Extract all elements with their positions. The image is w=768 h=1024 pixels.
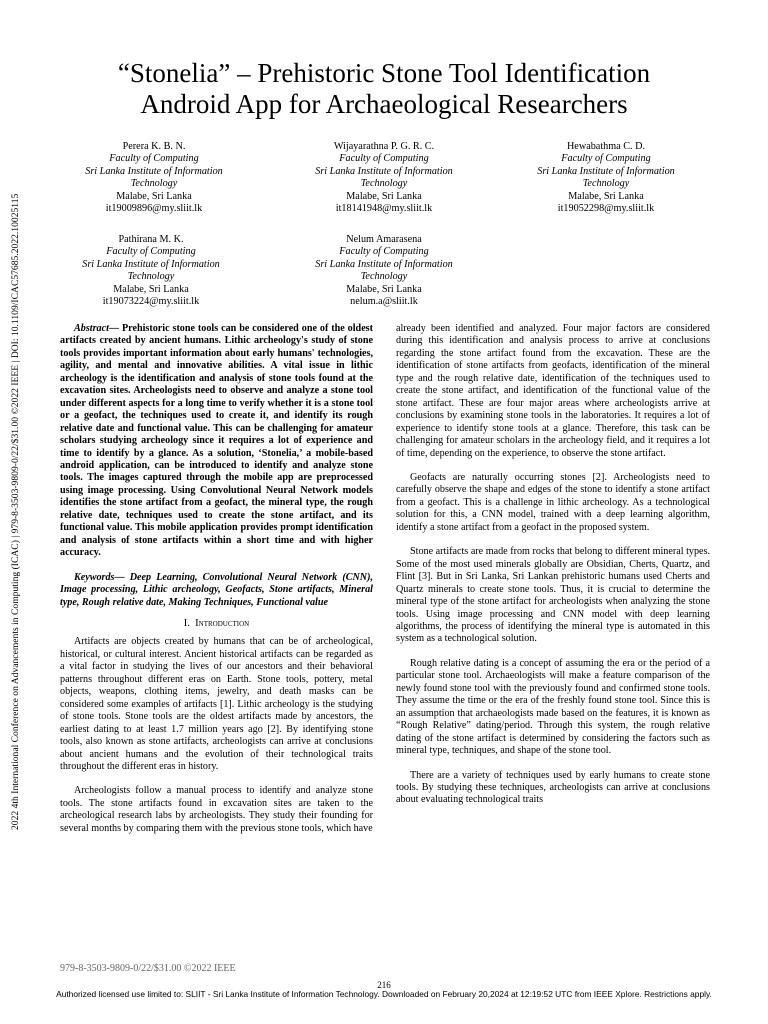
author-institute-cont: Technology bbox=[130, 178, 178, 190]
author-block-4 bbox=[51, 234, 251, 308]
keywords-text: Deep Learning, Convolutional Neural Network (CNN), Image processing, Lithic archeology, Geofacts, Stone artifacts, Mineral type, Rough relative date, Making Techniques, Functional value bbox=[60, 571, 373, 608]
right-paragraph-4: Rough relative dating is a concept of assuming the era or the period of a particular stone tool. Archaeologists will make a feature comparison of the newly found stone tool with the previously found and confirmed stone tools. They assume the time or the era of the freshly found stone tool. Since this is an assumption that archaeologists made based on the features, it is known as “Rough Relative” dating/period. Through this system, the rough relative dating of the stone artifact is determined by considering the factors such as mineral type, techniques, and shape of the stone tool. bbox=[396, 657, 710, 757]
author-faculty: Faculty of Computing bbox=[109, 153, 199, 165]
abstract bbox=[60, 323, 373, 560]
license-notice: Authorized licensed use limited to: SLIIT - Sri Lanka Institute of Information Technology. Downloaded on February 20,2024 at 12:19:52 UTC from IEEE Xplore. Restrictions apply. bbox=[56, 989, 712, 999]
author-faculty: Faculty of Computing bbox=[106, 246, 196, 258]
keywords bbox=[60, 572, 373, 609]
author-location: Malabe, Sri Lanka bbox=[568, 190, 644, 202]
right-paragraph-5: There are a variety of techniques used by early humans to create stone tools. By studying these techniques, archeologists can arrive at conclusions about evaluating technological traits bbox=[396, 769, 710, 806]
author-faculty: Faculty of Computing bbox=[561, 153, 651, 165]
intro-paragraph-2: Archeologists follow a manual process to identify and analyze stone tools. The stone artifacts found in excavation sites are taken to the archeological research labs by archeologists. They study their founding for several months by comparing them with the previous stone tools, which have bbox=[60, 785, 373, 834]
section-heading bbox=[60, 618, 373, 630]
right-paragraph-2: Geofacts are naturally occurring stones [2]. Archeologists need to carefully observe the shape and edges of the stone to identify a stone artifact from a geofact. This is a challenge in lithic archeology. As a technological solution for this, a CNN model, trained with a deep learning algorithm, identify a stone artifact from a geofact in the proposed system. bbox=[396, 471, 710, 533]
copyright-footer: 979-8-3503-9809-0/22/$31.00 ©2022 IEEE bbox=[60, 963, 236, 974]
author-block-1 bbox=[54, 141, 254, 215]
author-faculty: Faculty of Computing bbox=[339, 246, 429, 258]
author-location: Malabe, Sri Lanka bbox=[116, 190, 192, 202]
author-institute-cont: Technology bbox=[127, 271, 175, 283]
author-name: Wijayarathna P. G. R. C. bbox=[333, 141, 435, 152]
author-institute-cont: Technology bbox=[582, 178, 630, 190]
author-name: Pathirana M. K. bbox=[118, 234, 184, 245]
abstract-text: Prehistoric stone tools can be considered one of the oldest artifacts created by ancient humans. Lithic archeology's study of stone tools provides important information about early humans' technologies, agility, and mental and innovative abilities. A vital issue in lithic archeology is the identification and analysis of stone tools found at the excavation sites. Archeologists need to observe and analyze a stone tool under different aspects for a long time to verify whether it is a stone tool or a geofact, the techniques used to create it, and identify its rough relative date and functional value. This can be challenging for amateur scholars studying archeology since it requires a lot of experience and time to identify by a glance. As a solution, ‘Stonelia,’ a mobile-based android application, can be introduced to identify and analyze stone tools. The images captured through the mobile app are preprocessed using image processing. Using Convolutional Neural Network models identifies the stone artifact from a geofact, the mineral type, the rough relative date, techniques used to create the stone artifact, and its functional value. This mobile application provides prompt identification and analysis of stone artifacts within a short time and with higher accuracy. bbox=[60, 323, 373, 559]
author-location: Malabe, Sri Lanka bbox=[346, 283, 422, 295]
title-line-2: Android App for Archaeological Researchers bbox=[140, 89, 628, 119]
author-institute-cont: Technology bbox=[360, 178, 408, 190]
intro-paragraph-1: Artifacts are objects created by humans that can be of archeological, historical, or cultural interest. Ancient historical artifacts can be regarded as a vital factor in studying the lives of our ancestors and their behavioral patterns throughout different eras on Earth. Stone tools, pottery, metal objects, weapons, clothing items, jewelry, and death masks can be considered some examples of artifacts [1]. Lithic archeology is the studying of stone tools. Stone tools are the oldest artifacts made by ancestors, the earliest dating to at least 1.7 million years ago [2]. By identifying stone tools, also known as stone artifacts, archeologists can arrive at conclusions about ancient humans and the evolution of their technological traits throughout the different eras in history. bbox=[60, 636, 373, 772]
section-title: Introduction bbox=[195, 617, 250, 629]
author-email: it18141948@my.sliit.lk bbox=[335, 203, 433, 215]
author-location: Malabe, Sri Lanka bbox=[346, 190, 422, 202]
right-paragraph-3: Stone artifacts are made from rocks that belong to different mineral types. Some of the most used minerals globally are Obsidian, Cherts, Quartz, and Flint [3]. But in Sri Lanka, Sri Lankan prehistoric humans used Cherts and Quartz minerals to create stone tools. Thus, it is crucial to determine the mineral type of the stone artifact for archeologists when analyzing the stone tools. Using image processing and CNN model with deep learning algorithms, the process of identifying the mineral type is automated in this system as a technological solution. bbox=[396, 546, 710, 645]
abstract-label: Abstract— bbox=[74, 323, 120, 334]
author-institute: Sri Lanka Institute of Information bbox=[537, 165, 675, 177]
keywords-label: Keywords— bbox=[74, 571, 125, 583]
author-email: it19052298@my.sliit.lk bbox=[557, 203, 655, 215]
author-name: Hewabathma C. D. bbox=[566, 141, 646, 152]
doi-sidebar: 2022 4th International Conference on Advancements in Computing (ICAC) | 979-8-3503-9809-0/22/$31.00 ©2022 IEEE | DOI: 10.1109/ICAC57685.2022.10025115 bbox=[10, 193, 21, 830]
author-email: it19009896@my.sliit.lk bbox=[105, 203, 203, 215]
section-number: I. bbox=[183, 617, 190, 629]
left-column bbox=[60, 323, 373, 835]
author-institute: Sri Lanka Institute of Information bbox=[315, 165, 453, 177]
right-column bbox=[396, 323, 710, 807]
author-faculty: Faculty of Computing bbox=[339, 153, 429, 165]
title-line-1: “Stonelia” – Prehistoric Stone Tool Identification bbox=[117, 58, 651, 88]
author-block-2 bbox=[284, 141, 484, 215]
page-number: 216 bbox=[377, 980, 391, 990]
author-block-5 bbox=[284, 234, 484, 308]
right-paragraph-1: already been identified and analyzed. Four major factors are considered during this identification and analysis process to arrive at conclusions regarding the stone artifact found from the excavation. These are the identification of stone artifacts from geofacts, identification of the mineral type and the rough relative date, identification of the techniques used to create the stone artifact, and identification of the functional value of the stone artifact. These are four major areas where archeologists arrive at conclusions by examining stone tools in the laboratories. It requires a lot of experience to identify stone tools at a glance. Therefore, this task can be challenging for amateur scholars in the archeology field, and it requires a lot of time, depending on the experience, to observe the stone artifact. bbox=[396, 323, 710, 459]
author-name: Perera K. B. N. bbox=[122, 141, 186, 152]
author-institute-cont: Technology bbox=[360, 271, 408, 283]
author-name: Nelum Amarasena bbox=[346, 234, 422, 245]
paper-title bbox=[0, 58, 768, 120]
author-email: nelum.a@sliit.lk bbox=[350, 296, 418, 308]
author-institute: Sri Lanka Institute of Information bbox=[85, 165, 223, 177]
author-location: Malabe, Sri Lanka bbox=[113, 283, 189, 295]
author-email: it19073224@my.sliit.lk bbox=[102, 296, 200, 308]
author-institute: Sri Lanka Institute of Information bbox=[82, 258, 220, 270]
author-institute: Sri Lanka Institute of Information bbox=[315, 258, 453, 270]
author-block-3 bbox=[506, 141, 706, 215]
